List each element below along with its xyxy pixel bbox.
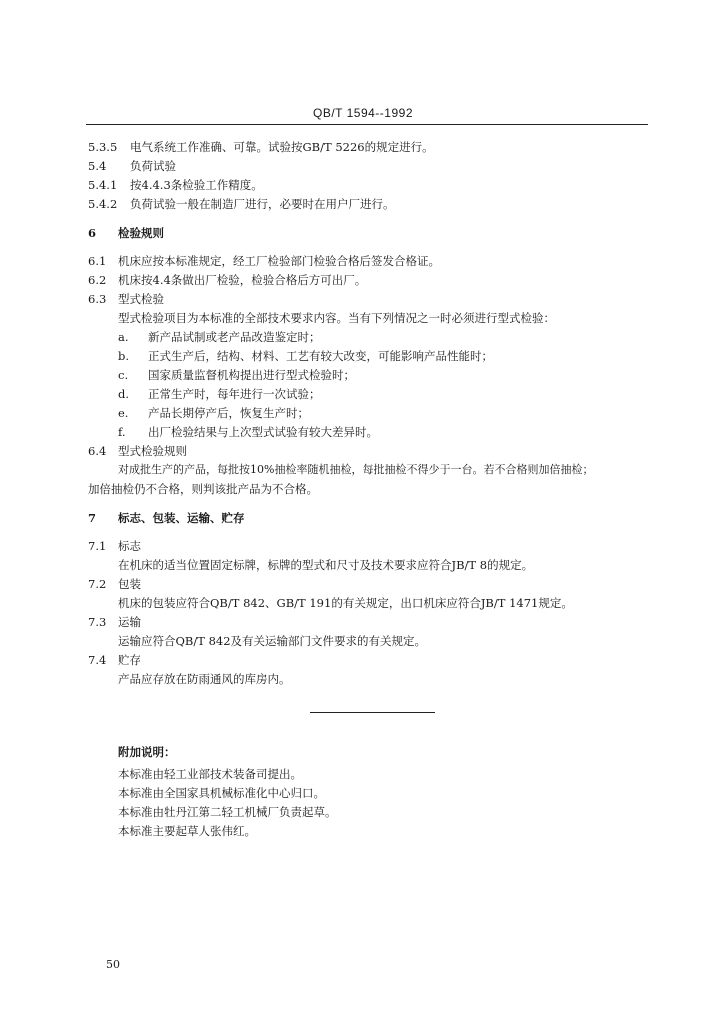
clause-5-4 xyxy=(88,159,176,173)
clause-number: 6.4 xyxy=(88,444,107,458)
clause-7-1 xyxy=(88,539,141,553)
clause-6-1 xyxy=(88,254,440,268)
clause-5-3-5 xyxy=(88,140,434,154)
list-label: e. xyxy=(118,406,129,420)
clause-6-4 xyxy=(88,444,187,458)
clause-6-4-body-2: 加倍抽检仍不合格，则判该批产品为不合格。 xyxy=(88,482,318,496)
section-7-heading xyxy=(88,511,245,525)
note-line-2: 本标准由全国家具机械标准化中心归口。 xyxy=(118,786,325,800)
clause-number: 6.1 xyxy=(88,254,107,268)
page-number: 50 xyxy=(106,958,120,971)
end-separator xyxy=(310,712,435,713)
list-item-c xyxy=(118,368,355,382)
list-item-e xyxy=(118,406,309,420)
list-label: d. xyxy=(118,387,130,401)
header-title: QB/T 1594--1992 xyxy=(312,106,413,120)
list-item-f xyxy=(118,425,378,439)
section-title: 标志、包装、运输、贮存 xyxy=(118,511,245,525)
list-text: 正式生产后，结构、材料、工艺有较大改变，可能影响产品性能时； xyxy=(148,349,493,363)
clause-7-2-body: 机床的包装应符合QB/T 842、GB/T 191的有关规定，出口机床应符合JB/T 1471规定。 xyxy=(118,596,573,610)
list-item-a xyxy=(118,330,321,344)
list-text: 国家质量监督机构提出进行型式检验时； xyxy=(148,368,355,382)
list-text: 新产品试制或老产品改造鉴定时； xyxy=(148,330,321,344)
clause-text: 标志 xyxy=(118,539,141,553)
clause-5-4-2 xyxy=(88,197,395,211)
clause-6-3-body: 型式检验项目为本标准的全部技术要求内容。当有下列情况之一时必须进行型式检验： xyxy=(118,311,555,325)
section-number: 7 xyxy=(88,511,97,525)
clause-number: 6.3 xyxy=(88,292,107,306)
clause-text: 包装 xyxy=(118,577,141,591)
clause-5-4-1 xyxy=(88,178,263,192)
list-text: 产品长期停产后，恢复生产时； xyxy=(148,406,309,420)
clause-number: 5.4.2 xyxy=(88,197,118,211)
clause-number: 6.2 xyxy=(88,273,107,287)
clause-6-3 xyxy=(88,292,164,306)
clause-text: 电气系统工作准确、可靠。试验按GB/T 5226的规定进行。 xyxy=(130,140,434,154)
notes-title: 附加说明： xyxy=(118,745,176,759)
clause-7-3-body: 运输应符合QB/T 842及有关运输部门文件要求的有关规定。 xyxy=(118,634,427,648)
clause-number: 5.4.1 xyxy=(88,178,118,192)
list-label: a. xyxy=(118,330,129,344)
clause-number: 7.4 xyxy=(88,653,107,667)
note-line-4: 本标准主要起草人张伟红。 xyxy=(118,824,256,838)
clause-7-1-body: 在机床的适当位置固定标牌，标牌的型式和尺寸及技术要求应符合JB/T 8的规定。 xyxy=(118,558,534,572)
note-line-3: 本标准由牡丹江第二轻工机械厂负责起草。 xyxy=(118,805,337,819)
section-number: 6 xyxy=(88,226,97,240)
clause-7-2 xyxy=(88,577,141,591)
note-line-1: 本标准由轻工业部技术装备司提出。 xyxy=(118,767,302,781)
list-label: b. xyxy=(118,349,130,363)
list-label: f. xyxy=(118,425,126,439)
clause-7-4-body: 产品应存放在防雨通风的库房内。 xyxy=(118,672,291,686)
clause-number: 5.4 xyxy=(88,159,107,173)
clause-text: 贮存 xyxy=(118,653,141,667)
clause-7-3 xyxy=(88,615,141,629)
clause-text: 按4.4.3条检验工作精度。 xyxy=(130,178,263,192)
clause-number: 7.1 xyxy=(88,539,107,553)
clause-text: 型式检验 xyxy=(118,292,164,306)
list-label: c. xyxy=(118,368,129,382)
clause-text: 负荷试验 xyxy=(130,159,176,173)
clause-number: 7.3 xyxy=(88,615,107,629)
clause-text: 机床按4.4条做出厂检验，检验合格后方可出厂。 xyxy=(118,273,367,287)
clause-text: 运输 xyxy=(118,615,141,629)
clause-7-4 xyxy=(88,653,141,667)
section-title: 检验规则 xyxy=(118,226,164,240)
section-6-heading xyxy=(88,226,164,240)
clause-text: 型式检验规则 xyxy=(118,444,187,458)
list-text: 正常生产时，每年进行一次试验； xyxy=(148,387,321,401)
clause-number: 5.3.5 xyxy=(88,140,118,154)
clause-text: 负荷试验一般在制造厂进行，必要时在用户厂进行。 xyxy=(130,197,395,211)
header-rule xyxy=(86,124,648,125)
clause-6-4-body-1: 对成批生产的产品，每批按10%抽检率随机抽检，每批抽检不得少于一台。若不合格则加倍抽检； xyxy=(118,463,594,476)
clause-6-2 xyxy=(88,273,366,287)
list-text: 出厂检验结果与上次型式试验有较大差异时。 xyxy=(148,425,378,439)
list-item-d xyxy=(118,387,321,401)
clause-text: 机床应按本标准规定，经工厂检验部门检验合格后签发合格证。 xyxy=(118,254,440,268)
list-item-b xyxy=(118,349,493,363)
clause-number: 7.2 xyxy=(88,577,107,591)
